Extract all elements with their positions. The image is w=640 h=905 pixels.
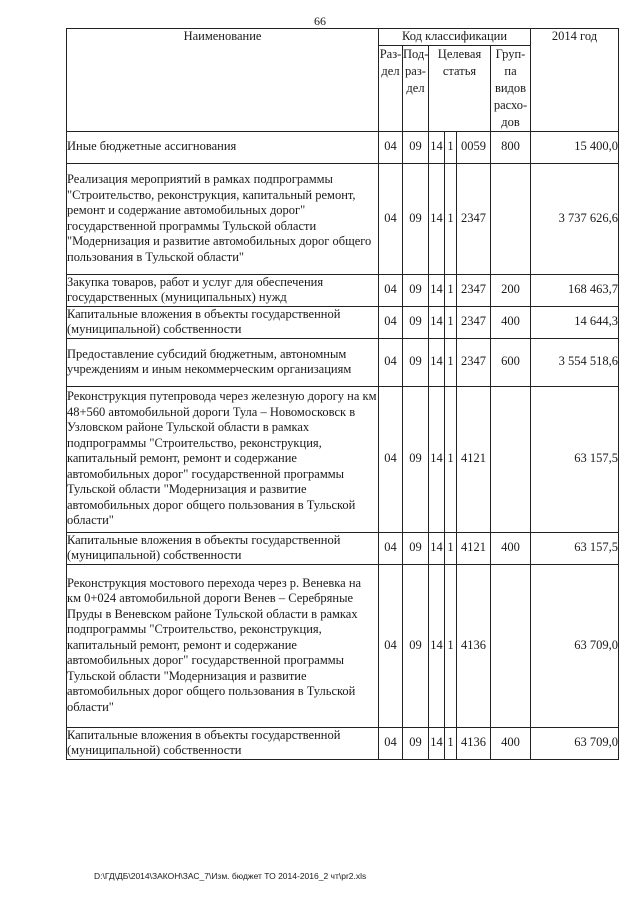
row-razdel: 04: [379, 131, 403, 163]
row-expense-group: [491, 386, 531, 532]
row-amount: 168 463,7: [531, 274, 619, 306]
row-target-direction: 4121: [457, 386, 491, 532]
header-razdel: Раз- дел: [379, 45, 403, 131]
row-razdel: 04: [379, 274, 403, 306]
row-podrazdel: 09: [403, 338, 429, 386]
row-podrazdel: 09: [403, 727, 429, 759]
row-expense-group: 400: [491, 532, 531, 564]
row-podrazdel: 09: [403, 306, 429, 338]
footer-file-path: D:\ГД\ДБ\2014\ЗАКОН\ЗАС_7\Изм. бюджет ТО 2014-2016_2 чт\pr2.xls: [94, 871, 367, 881]
row-amount: 63 709,0: [531, 564, 619, 727]
table-row: [67, 386, 619, 532]
row-expense-group: [491, 163, 531, 274]
row-name: Капитальные вложения в объекты государственной (муниципальной) собственности: [67, 727, 379, 759]
row-name: Закупка товаров, работ и услуг для обеспечения государственных (муниципальных) нужд: [67, 274, 379, 306]
table-header: [67, 29, 619, 132]
row-target-subprogram: 1: [445, 532, 457, 564]
table-row: [67, 338, 619, 386]
row-amount: 63 709,0: [531, 727, 619, 759]
row-target-direction: 2347: [457, 306, 491, 338]
row-target-program: 14: [429, 564, 445, 727]
row-target-subprogram: 1: [445, 274, 457, 306]
row-target-direction: 2347: [457, 338, 491, 386]
header-year: 2014 год: [531, 29, 619, 132]
row-expense-group: 200: [491, 274, 531, 306]
row-podrazdel: 09: [403, 564, 429, 727]
budget-table: [66, 28, 619, 760]
header-podrazdel: Под- раз- дел: [403, 45, 429, 131]
table-body: [67, 131, 619, 759]
row-podrazdel: 09: [403, 386, 429, 532]
page-number: 66: [314, 14, 326, 28]
row-expense-group: 400: [491, 727, 531, 759]
row-target-subprogram: 1: [445, 564, 457, 727]
row-razdel: 04: [379, 386, 403, 532]
row-name: Капитальные вложения в объекты государственной (муниципальной) собственности: [67, 532, 379, 564]
row-name: Иные бюджетные ассигнования: [67, 131, 379, 163]
row-name: Реконструкция путепровода через железную дорогу на км 48+560 автомобильной дороги Тула – Новомосковск в Узловском районе Тульской области в рамках подпрограммы "Строительство, реконструкция, капитальный ремонт, ремонт и содержание автомобильных дорог" государственной программы Тульской области "Модернизация и развитие автомобильных дорог общего пользования в Тульской области": [67, 386, 379, 532]
row-target-program: 14: [429, 532, 445, 564]
row-target-direction: 4136: [457, 564, 491, 727]
table-row: [67, 564, 619, 727]
row-razdel: 04: [379, 727, 403, 759]
row-target-program: 14: [429, 386, 445, 532]
row-target-program: 14: [429, 306, 445, 338]
row-name: Предоставление субсидий бюджетным, автономным учреждениям и иным некоммерческим организациям: [67, 338, 379, 386]
row-amount: 3 554 518,6: [531, 338, 619, 386]
row-amount: 15 400,0: [531, 131, 619, 163]
row-amount: 63 157,5: [531, 532, 619, 564]
row-target-subprogram: 1: [445, 163, 457, 274]
header-code-group: Код классификации: [379, 29, 531, 46]
row-name: Капитальные вложения в объекты государственной (муниципальной) собственности: [67, 306, 379, 338]
row-target-subprogram: 1: [445, 386, 457, 532]
header-group: Груп- па видов расхо- дов: [491, 45, 531, 131]
row-razdel: 04: [379, 306, 403, 338]
row-expense-group: 600: [491, 338, 531, 386]
row-podrazdel: 09: [403, 131, 429, 163]
row-name: Реконструкция мостового перехода через р. Веневка на км 0+024 автомобильной дороги Венев – Серебряные Пруды в Веневском районе Тульской области в рамках подпрограммы "Строительство, реконструкция, капитальный ремонт, ремонт и содержание автомобильных дорог" государственной программы Тульской области "Модернизация и развитие автомобильных дорог общего пользования в Тульской области": [67, 564, 379, 727]
row-razdel: 04: [379, 564, 403, 727]
row-target-program: 14: [429, 338, 445, 386]
row-amount: 3 737 626,6: [531, 163, 619, 274]
row-podrazdel: 09: [403, 163, 429, 274]
table-row: [67, 163, 619, 274]
row-target-subprogram: 1: [445, 306, 457, 338]
table-row: [67, 274, 619, 306]
row-target-direction: 4121: [457, 532, 491, 564]
row-amount: 63 157,5: [531, 386, 619, 532]
row-expense-group: 400: [491, 306, 531, 338]
row-target-program: 14: [429, 163, 445, 274]
row-amount: 14 644,3: [531, 306, 619, 338]
row-target-direction: 0059: [457, 131, 491, 163]
table-row: [67, 727, 619, 759]
row-name: Реализация мероприятий в рамках подпрограммы "Строительство, реконструкция, капитальный ремонт, ремонт и содержание автомобильных дорог" государственной программы Тульской области "Модернизация и развитие автомобильных дорог общего пользования в Тульской области": [67, 163, 379, 274]
row-podrazdel: 09: [403, 274, 429, 306]
table-row: [67, 306, 619, 338]
header-target: Целевая статья: [429, 45, 491, 131]
row-target-direction: 2347: [457, 163, 491, 274]
row-target-subprogram: 1: [445, 338, 457, 386]
row-target-direction: 4136: [457, 727, 491, 759]
row-target-program: 14: [429, 727, 445, 759]
row-target-direction: 2347: [457, 274, 491, 306]
row-razdel: 04: [379, 338, 403, 386]
row-target-subprogram: 1: [445, 131, 457, 163]
row-target-program: 14: [429, 274, 445, 306]
row-target-subprogram: 1: [445, 727, 457, 759]
row-expense-group: 800: [491, 131, 531, 163]
row-razdel: 04: [379, 532, 403, 564]
row-target-program: 14: [429, 131, 445, 163]
table-row: [67, 532, 619, 564]
row-expense-group: [491, 564, 531, 727]
row-podrazdel: 09: [403, 532, 429, 564]
row-razdel: 04: [379, 163, 403, 274]
header-name: Наименование: [67, 29, 379, 132]
table-row: [67, 131, 619, 163]
